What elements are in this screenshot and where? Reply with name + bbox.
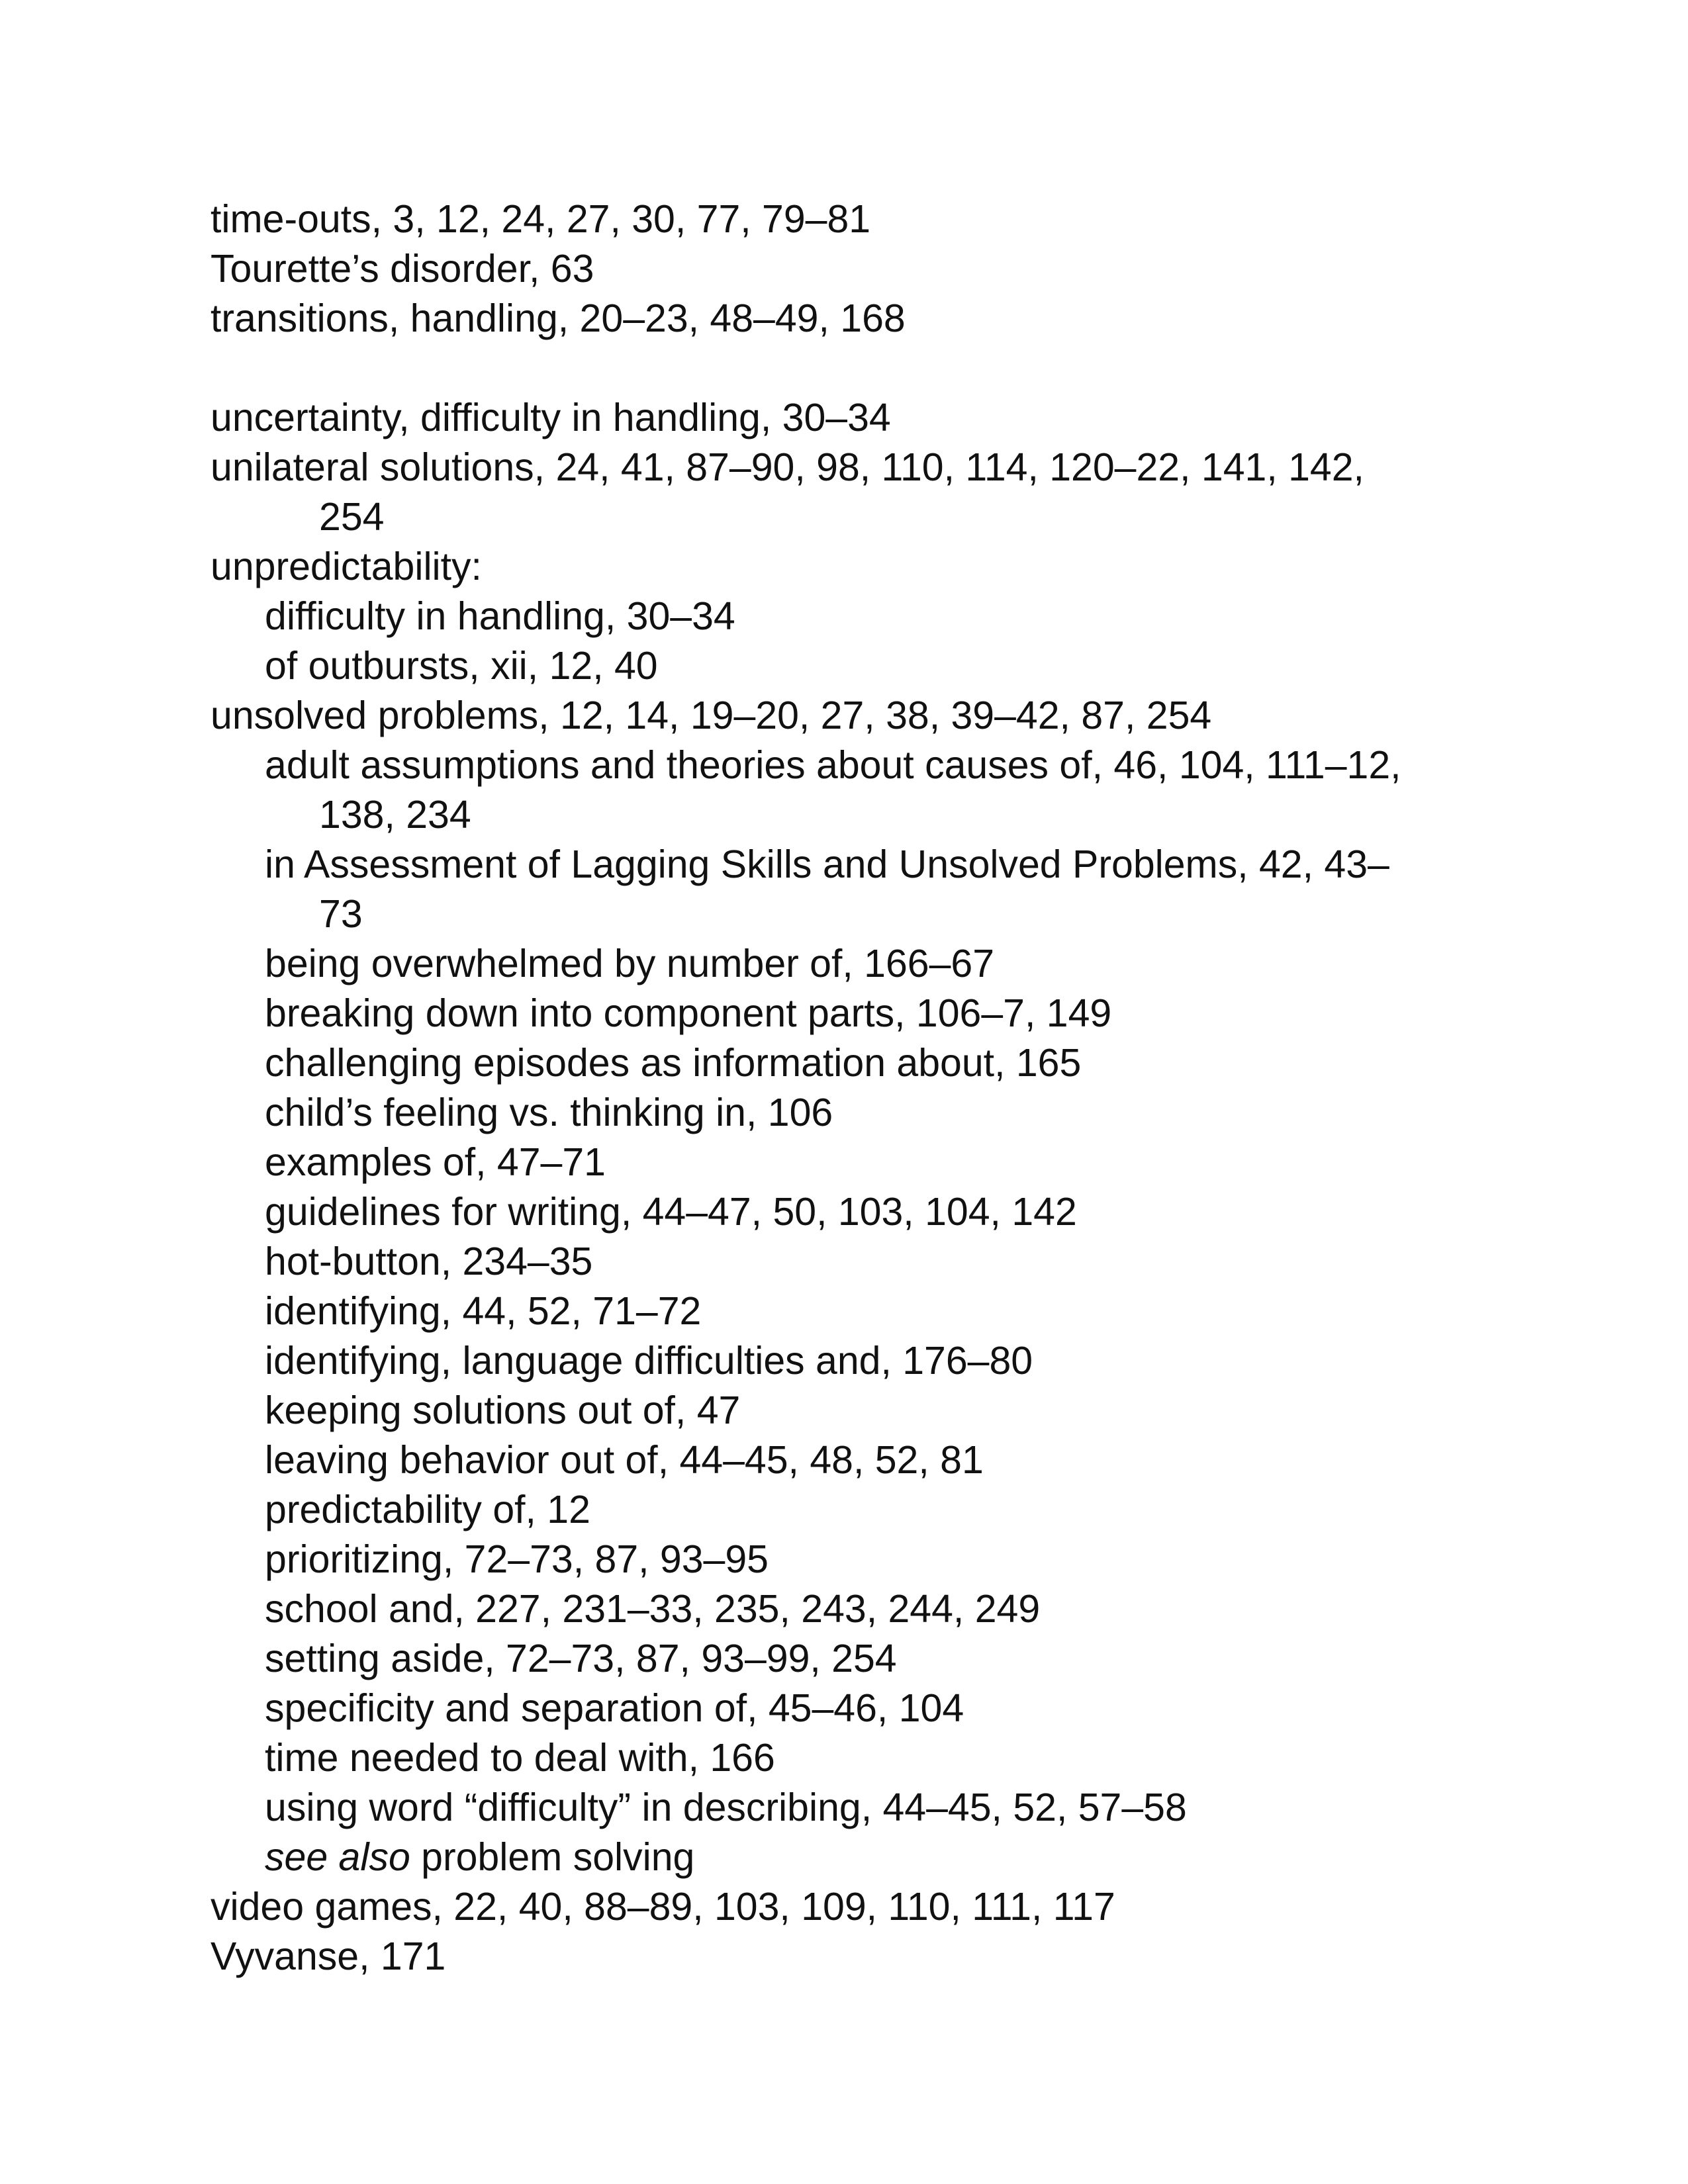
index-entry-continuation: 138, 234 xyxy=(319,793,471,837)
index-subentry: child’s feeling vs. thinking in, 106 xyxy=(265,1091,833,1134)
letter-group-gap xyxy=(211,343,1508,393)
index-entry-time-outs: time-outs, 3, 12, 24, 27, 30, 77, 79–81 xyxy=(211,197,871,241)
see-also-label: see also xyxy=(265,1835,410,1879)
index-subentry: challenging episodes as information about, 165 xyxy=(265,1041,1082,1085)
index-subentry: using word “difficulty” in describing, 44–45, 52, 57–58 xyxy=(265,1786,1187,1829)
index-subentry: leaving behavior out of, 44–45, 48, 52, 81 xyxy=(265,1438,984,1482)
index-subentry: keeping solutions out of, 47 xyxy=(265,1388,741,1432)
index-entry-uncertainty: uncertainty, difficulty in handling, 30–34 xyxy=(211,396,891,439)
index-subentry: predictability of, 12 xyxy=(265,1488,590,1531)
index-entry-continuation: 254 xyxy=(319,495,385,539)
index-subentry: of outbursts, xii, 12, 40 xyxy=(265,644,658,688)
index-entry-continuation: 73 xyxy=(319,892,363,936)
index-entry-unilateral-solutions: unilateral solutions, 24, 41, 87–90, 98, 110, 114, 120–22, 141, 142, xyxy=(211,445,1364,489)
index-see-also xyxy=(211,1833,1508,1882)
index-subentry: in Assessment of Lagging Skills and Unsolved Problems, 42, 43– xyxy=(265,842,1389,886)
index-entry-unpredictability: unpredictability: xyxy=(211,545,482,588)
index-subentry: specificity and separation of, 45–46, 104 xyxy=(265,1686,964,1730)
see-also-target: problem solving xyxy=(410,1835,695,1879)
index-subentry: school and, 227, 231–33, 235, 243, 244, 249 xyxy=(265,1587,1041,1631)
index-subentry: adult assumptions and theories about causes of, 46, 104, 111–12, xyxy=(265,743,1401,787)
index-entry-vyvanse: Vyvanse, 171 xyxy=(211,1934,446,1978)
index-subentry: hot-button, 234–35 xyxy=(265,1240,593,1283)
index-subentry: guidelines for writing, 44–47, 50, 103, 104, 142 xyxy=(265,1190,1077,1234)
index-entry-transitions: transitions, handling, 20–23, 48–49, 168 xyxy=(211,296,906,340)
index-entry-tourettes-disorder: Tourette’s disorder, 63 xyxy=(211,247,594,291)
index-subentry: prioritizing, 72–73, 87, 93–95 xyxy=(265,1537,769,1581)
index-subentry: being overwhelmed by number of, 166–67 xyxy=(265,942,995,985)
index-entry-video-games: video games, 22, 40, 88–89, 103, 109, 110, 111, 117 xyxy=(211,1885,1115,1929)
index-subentry: identifying, 44, 52, 71–72 xyxy=(265,1289,702,1333)
index-subentry: difficulty in handling, 30–34 xyxy=(265,594,735,638)
index-subentry: examples of, 47–71 xyxy=(265,1140,606,1184)
index-list xyxy=(211,195,1508,1981)
index-subentry: breaking down into component parts, 106–7, 149 xyxy=(265,991,1112,1035)
index-subentry: setting aside, 72–73, 87, 93–99, 254 xyxy=(265,1637,897,1680)
index-subentry: time needed to deal with, 166 xyxy=(265,1736,775,1780)
index-subentry: identifying, language difficulties and, 176–80 xyxy=(265,1339,1033,1383)
index-entry-unsolved-problems: unsolved problems, 12, 14, 19–20, 27, 38, 39–42, 87, 254 xyxy=(211,694,1212,737)
